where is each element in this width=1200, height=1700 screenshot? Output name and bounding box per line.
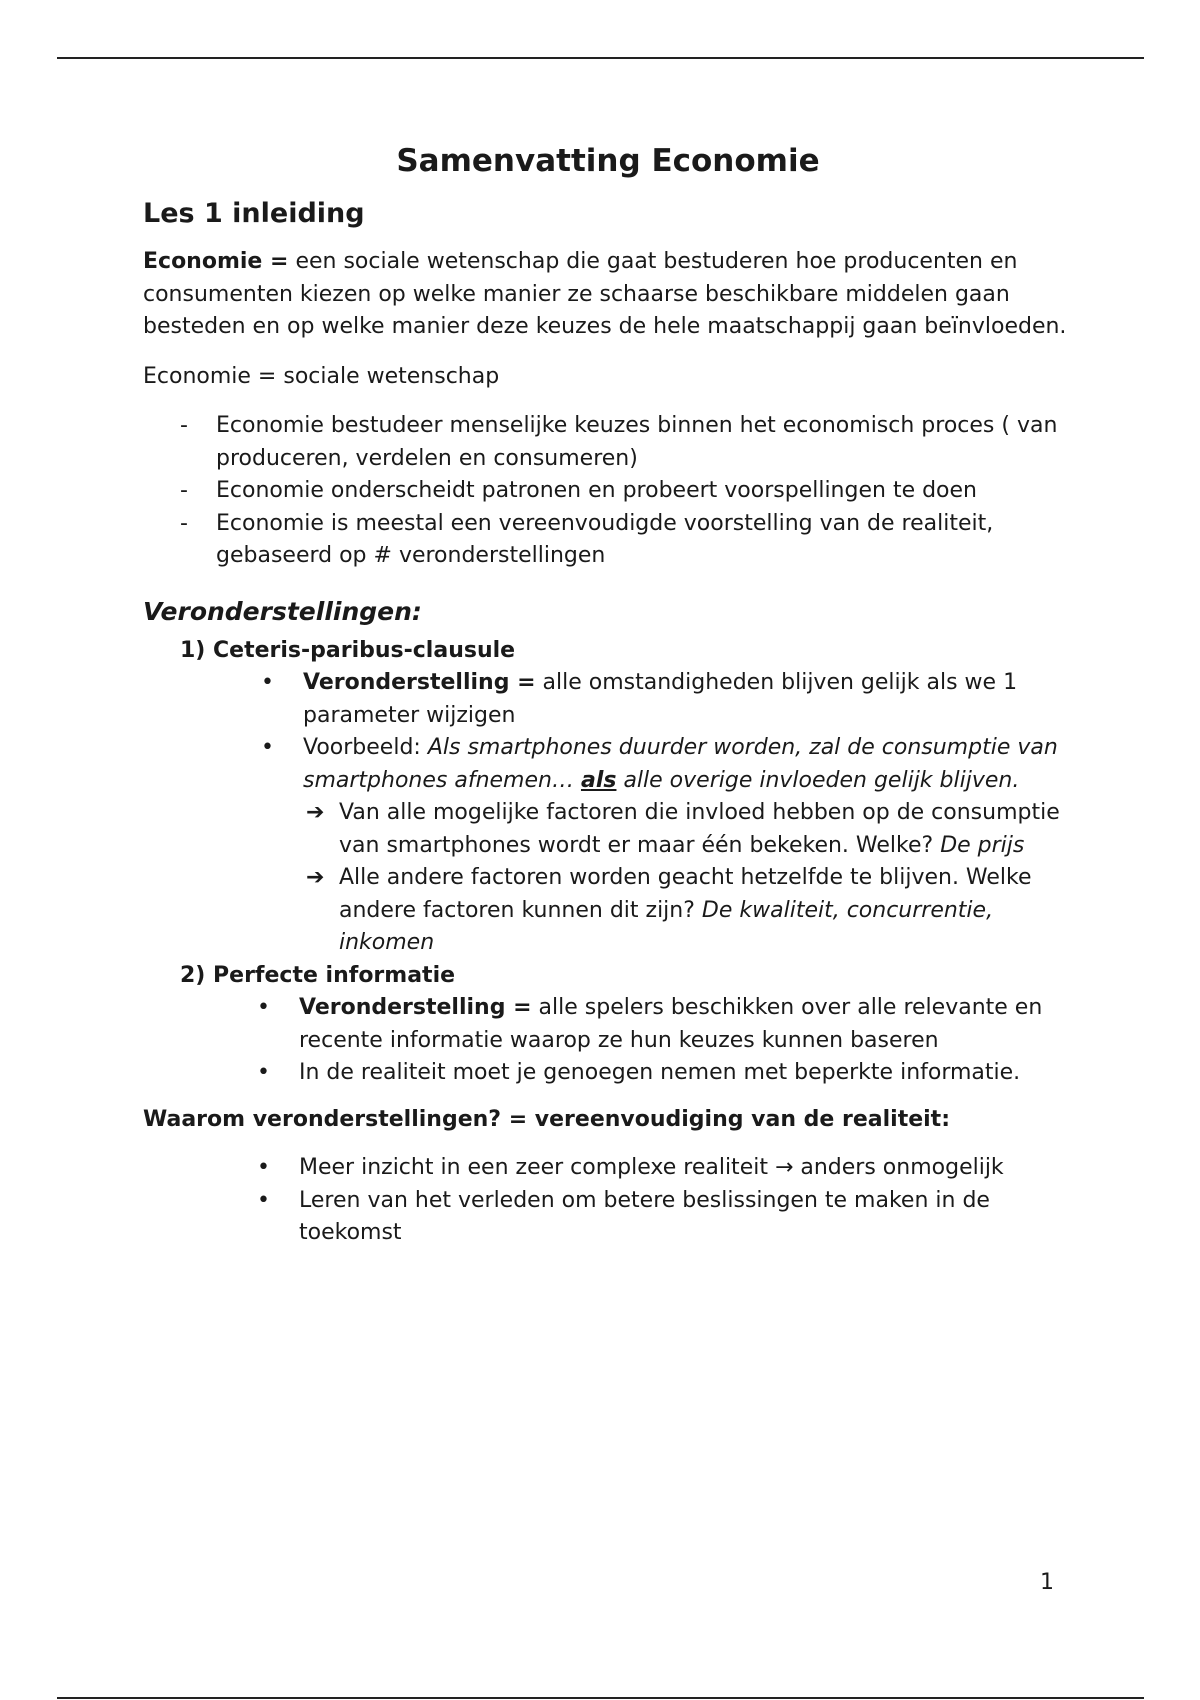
page-number: 1 bbox=[1040, 1570, 1054, 1595]
bullet-marker: • bbox=[257, 1060, 270, 1085]
list-item: • Voorbeeld: Als smartphones duurder worden, zal de consumptie van smartphones afnemen… als alle overige invloeden gelijk blijven. bbox=[143, 732, 1073, 797]
bullet-marker: • bbox=[257, 995, 270, 1020]
document-title: Samenvatting Economie bbox=[396, 143, 820, 179]
dash-marker: - bbox=[180, 510, 188, 536]
definition-term: Economie = bbox=[143, 249, 289, 274]
bullet-marker: • bbox=[257, 1155, 270, 1180]
dash-marker: - bbox=[180, 413, 188, 438]
list-item: • Meer inzicht in een zeer complexe realiteit → anders onmogelijk bbox=[143, 1152, 1073, 1185]
document-page bbox=[143, 140, 1073, 1250]
list-item: - Economie bestudeer menselijke keuzes binnen het economisch proces ( van produceren, verdelen en consumeren) bbox=[143, 410, 1073, 475]
arrow-item: ➔ Alle andere factoren worden geacht hetzelfde te blijven. Welke andere factoren kunnen dit zijn? De kwaliteit, concurrentie, inkomen bbox=[143, 862, 1073, 960]
question-heading: Waarom veronderstellingen? = vereenvoudiging van de realiteit: bbox=[143, 1106, 950, 1132]
arrow-item: ➔ Van alle mogelijke factoren die invloed hebben op de consumptie van smartphones wordt er maar één bekeken. Welke? De prijs bbox=[143, 797, 1073, 862]
list-item: • Veronderstelling = alle spelers beschikken over alle relevante en recente informatie waarop ze hun keuzes kunnen baseren bbox=[143, 992, 1073, 1057]
section-heading-veronderstellingen: Veronderstellingen: bbox=[143, 596, 422, 626]
arrow-icon: ➔ bbox=[306, 865, 325, 890]
list-item: - Economie is meestal een vereenvoudigde voorstelling van de realiteit, gebaseerd op # veronderstellingen bbox=[143, 508, 1073, 573]
section-heading-les1: Les 1 inleiding bbox=[143, 198, 365, 229]
list-item: • In de realiteit moet je genoegen nemen met beperkte informatie. bbox=[143, 1057, 1073, 1090]
list-item: • Veronderstelling = alle omstandigheden blijven gelijk als we 1 parameter wijzigen bbox=[143, 667, 1073, 732]
summary-line: Economie = sociale wetenschap bbox=[143, 363, 500, 389]
bullet-marker: • bbox=[261, 670, 274, 695]
bullet-marker: • bbox=[261, 735, 274, 760]
definition-text: een sociale wetenschap die gaat bestuderen hoe producenten en consumenten kiezen op welke manier ze schaarse beschikbare middelen gaan besteden en op welke manier deze keuzes de hele maatschappij gaan beïnvloeden. bbox=[143, 249, 1067, 339]
bullet-list bbox=[143, 992, 1073, 1090]
numbered-item-2: 2) Perfecte informatie bbox=[180, 962, 456, 988]
bullet-list bbox=[143, 667, 1073, 797]
list-item: • Leren van het verleden om betere beslissingen te maken in de toekomst bbox=[143, 1185, 1073, 1250]
dash-marker: - bbox=[180, 478, 188, 503]
list-item: - Economie onderscheidt patronen en probeert voorspellingen te doen bbox=[143, 475, 1073, 508]
dash-list bbox=[143, 410, 1073, 573]
definition-paragraph bbox=[143, 246, 1073, 344]
bullet-list bbox=[143, 1152, 1073, 1250]
footer-rule bbox=[57, 1697, 1144, 1699]
header-rule bbox=[57, 57, 1144, 59]
numbered-item-1: 1) Ceteris-paribus-clausule bbox=[180, 637, 516, 663]
arrow-icon: ➔ bbox=[306, 800, 325, 825]
bullet-marker: • bbox=[257, 1187, 270, 1213]
